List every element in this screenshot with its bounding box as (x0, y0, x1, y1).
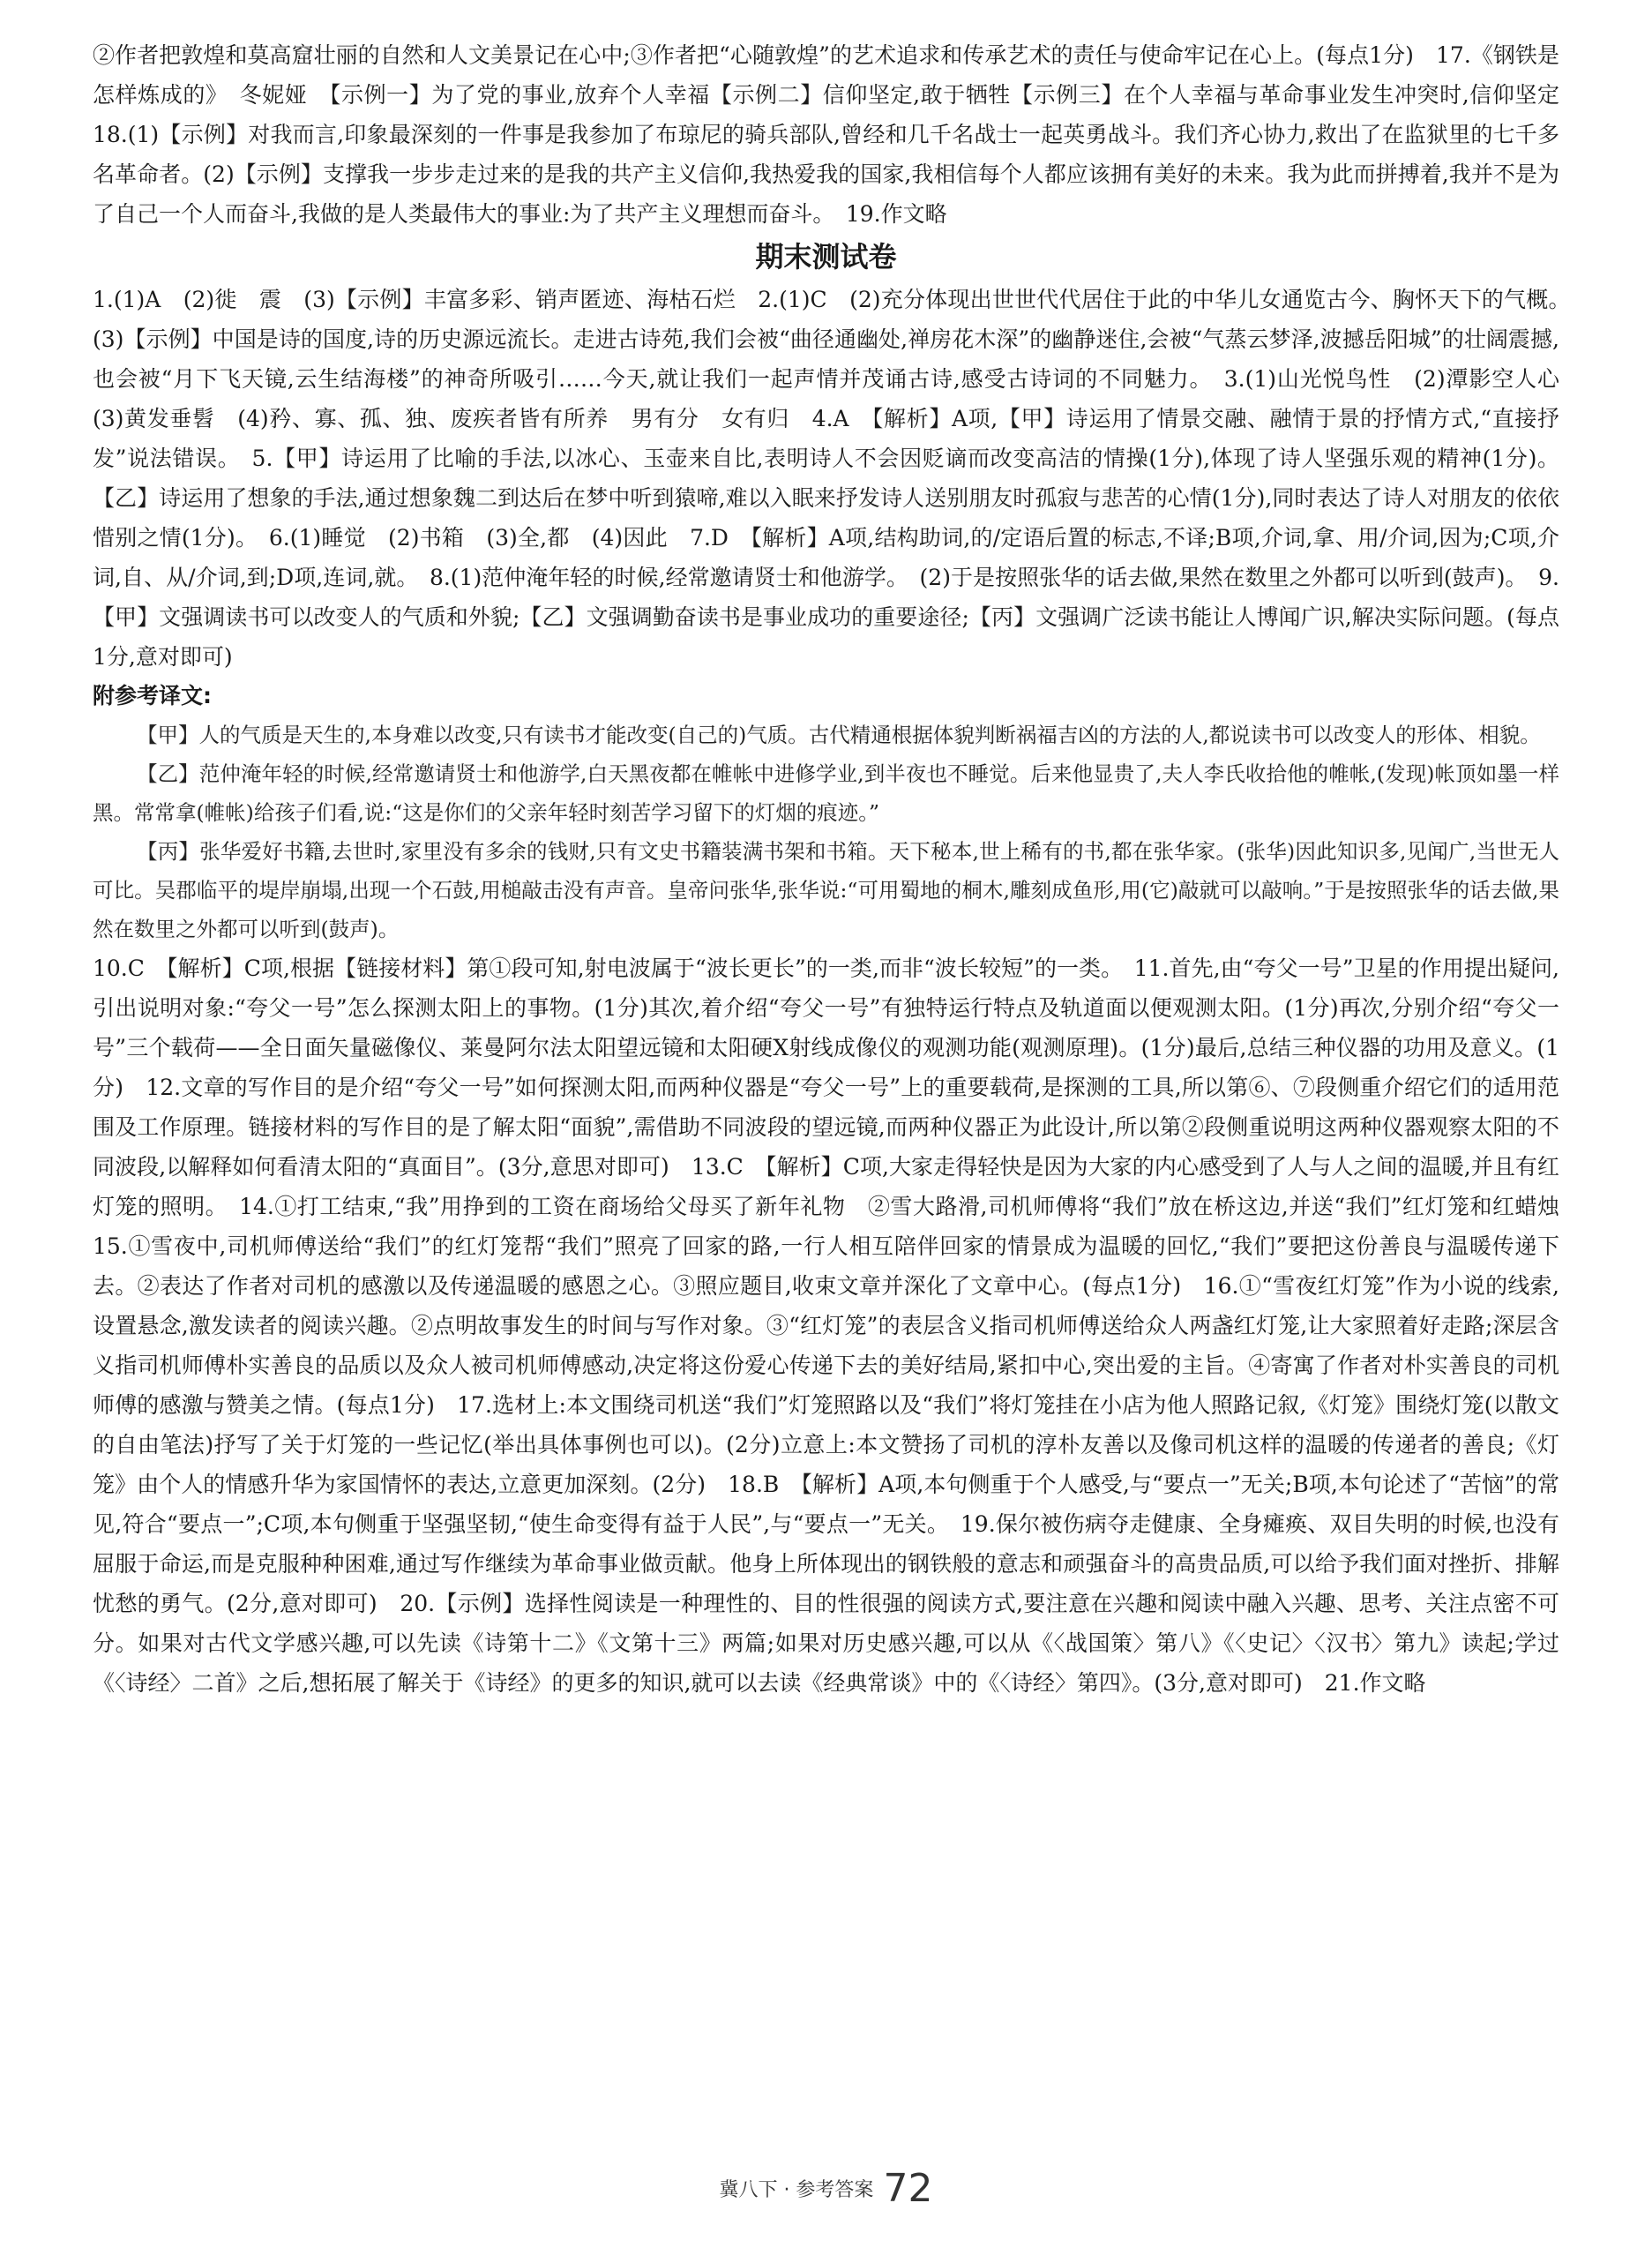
translation-yi: 【乙】范仲淹年轻的时候,经常邀请贤士和他游学,白天黑夜都在帷帐中进修学业,到半夜也不睡觉。后来他显贵了,夫人李氏收拾他的帷帐,(发现)帐顶如墨一样黑。常常拿(帷帐)给孩子们看,说:“这是你们的父亲年轻时刻苦学习留下的灯烟的痕迹。” (93, 761, 1559, 825)
translation-jia: 【甲】人的气质是天生的,本身难以改变,只有读书才能改变(自己的)气质。古代精通根据体貌判断祸福吉凶的方法的人,都说读书可以改变人的形体、相貌。 (137, 723, 1541, 747)
final-test-answers-part2: 10.C 【解析】C项,根据【链接材料】第①段可知,射电波属于“波长更长”的一类,而非“波长较短”的一类。 11.首先,由“夸父一号”卫星的作用提出疑问,引出说明对象:“夸父一号”怎么探测太阳上的事物。(1分)其次,着介绍“夸父一号”有独特运行特点及轨道面以便观测太阳。(1分)再次,分别介绍“夸父一号”三个载荷——全日面矢量磁像仪、莱曼阿尔法太阳望远镜和太阳硬X射线成像仪的观测功能(观测原理)。(1分)最后,总结三种仪器的功用及意义。(1分) 12.文章的写作目的是介绍“夸父一号”如何探测太阳,而两种仪器是“夸父一号”上的重要载荷,是探测的工具,所以第⑥、⑦段侧重介绍它们的适用范围及工作原理。链接材料的写作目的是了解太阳“面貌”,需借助不同波段的望远镜,而两种仪器正为此设计,所以第②段侧重说明这两种仪器观察太阳的不同波段,以解释如何看清太阳的“真面目”。(3分,意思对即可) 13.C 【解析】C项,大家走得轻快是因为大家的内心感受到了人与人之间的温暖,并且有红灯笼的照明。 14.①打工结束,“我”用挣到的工资在商场给父母买了新年礼物 ②雪大路滑,司机师傅将“我们”放在桥这边,并送“我们”红灯笼和红蜡烛 15.①雪夜中,司机师傅送给“我们”的红灯笼帮“我们”照亮了回家的路,一行人相互陪伴回家的情景成为温暖的回忆,“我们”要把这份善良与温暖传递下去。②表达了作者对司机的感激以及传递温暖的感恩之心。③照应题目,收束文章并深化了文章中心。(每点1分) 16.①“雪夜红灯笼”作为小说的线索,设置悬念,激发读者的阅读兴趣。②点明故事发生的时间与写作对象。③“红灯笼”的表层含义指司机师傅送给众人两盏红灯笼,让大家照着好走路;深层含义指司机师傅朴实善良的品质以及众人被司机师傅感动,决定将这份爱心传递下去的美好结局,紧扣中心,突出爱的主旨。④寄寓了作者对朴实善良的司机师傅的感激与赞美之情。(每点1分) 17.选材上:本文围绕司机送“我们”灯笼照路以及“我们”将灯笼挂在小店为他人照路记叙,《灯笼》围绕灯笼(以散文的自由笔法)抒写了关于灯笼的一些记忆(举出具体事例也可以)。(2分)立意上:本文赞扬了司机的淳朴友善以及像司机这样的温暖的传递者的善良;《灯笼》由个人的情感升华为家国情怀的表达,立意更加深刻。(2分) 18.B 【解析】A项,本句侧重于个人感受,与“要点一”无关;B项,本句论述了“苦恼”的常见,符合“要点一”;C项,本句侧重于坚强坚韧,“使生命变得有益于人民”,与“要点一”无关。 19.保尔被伤病夺走健康、全身瘫痪、双目失明的时候,也没有屈服于命运,而是克服种种困难,通过写作继续为革命事业做贡献。他身上所体现出的钢铁般的意志和顽强奋斗的高贵品质,可以给予我们面对挫折、排解忧愁的勇气。(2分,意对即可) 20.【示例】选择性阅读是一种理性的、目的性很强的阅读方式,要注意在兴趣和阅读中融入兴趣、思考、关注点密不可分。如果对古代文学感兴趣,可以先读《诗第十二》《文第十三》两篇;如果对历史感兴趣,可以从《〈战国策〉第八》《〈史记〉〈汉书〉第九》读起;学过《〈诗经〉二首》之后,想拓展了解关于《诗经》的更多的知识,就可以去读《经典常谈》中的《〈诗经〉第四》。(3分,意对即可) 21.作文略 (93, 955, 1582, 1696)
translation-bing: 【丙】张华爱好书籍,去世时,家里没有多余的钱财,只有文史书籍装满书架和书箱。天下秘本,世上稀有的书,都在张华家。(张华)因此知识多,见闻广,当世无人可比。吴郡临平的堤岸崩塌,出现一个石鼓,用槌敲击没有声音。皇帝问张华,张华说:“可用蜀地的桐木,雕刻成鱼形,用(它)敲就可以敲响。”于是按照张华的话去做,果然在数里之外都可以听到(鼓声)。 (93, 839, 1559, 941)
section-title: 期末测试卷 (755, 240, 897, 274)
final-test-answers-part1: 1.(1)A (2)徙 震 (3)【示例】丰富多彩、销声匿迹、海枯石烂 2.(1)C (2)充分体现出世世代代居住于此的中华儿女通览古今、胸怀天下的气概。 (3)【示例】中国是诗的国度,诗的历史源远流长。走进古诗苑,我们会被“曲径通幽处,禅房花木深”的幽静迷住,会被“气蒸云梦泽,波撼岳阳城”的壮阔震撼,也会被“月下飞天镜,云生结海楼”的神奇所吸引……今天,就让我们一起声情并茂诵古诗,感受古诗词的不同魅力。 3.(1)山光悦鸟性 (2)潭影空人心 (3)黄发垂髫 (4)矜、寡、孤、独、废疾者皆有所养 男有分 女有归 4.A 【解析】A项,【甲】诗运用了情景交融、融情于景的抒情方式,“直接抒发”说法错误。 5.【甲】诗运用了比喻的手法,以冰心、玉壶来自比,表明诗人不会因贬谪而改变高洁的情操(1分),体现了诗人坚强乐观的精神(1分)。【乙】诗运用了想象的手法,通过想象魏二到达后在梦中听到猿啼,难以入眠来抒发诗人送别朋友时孤寂与悲苦的心情(1分),同时表达了诗人对朋友的依依惜别之情(1分)。 6.(1)睡觉 (2)书箱 (3)全,都 (4)因此 7.D 【解析】A项,结构助词,的/定语后置的标志,不译;B项,介词,拿、用/介词,因为;C项,介词,自、从/介词,到;D项,连词,就。 8.(1)范仲淹年轻的时候,经常邀请贤士和他游学。 (2)于是按照张华的话去做,果然在数里之外都可以听到(鼓声)。 9.【甲】文强调读书可以改变人的气质和外貌;【乙】文强调勤奋读书是事业成功的重要途径;【丙】文强调广泛读书能让人博闻广识,解决实际问题。(每点1分,意对即可) (93, 287, 1582, 670)
translation-heading: 附参考译文: (93, 683, 212, 708)
footer-label: 冀八下 · 参考答案 (719, 2179, 874, 2201)
page-number: 72 (883, 2166, 933, 2211)
answer-page (93, 35, 1582, 1703)
prev-section-answers: ②作者把敦煌和莫高窟壮丽的自然和人文美景记在心中;③作者把“心随敦煌”的艺术追求和传承艺术的责任与使命牢记在心上。(每点1分) 17.《钢铁是怎样炼成的》 冬妮娅 【示例一】为了党的事业,放弃个人幸福【示例二】信仰坚定,敢于牺牲【示例三】在个人幸福与革命事业发生冲突时,信仰坚定 18.(1)【示例】对我而言,印象最深刻的一件事是我参加了布琼尼的骑兵部队,曾经和几千名战士一起英勇战斗。我们齐心协力,救出了在监狱里的七千多名革命者。(2)【示例】支撑我一步步走过来的是我的共产主义信仰,我热爱我的国家,我相信每个人都应该拥有美好的未来。我为此而拼搏着,我并不是为了自己一个人而奋斗,我做的是人类最伟大的事业:为了共产主义理想而奋斗。 19.作文略 (93, 42, 1582, 227)
page-footer (0, 2166, 1652, 2211)
